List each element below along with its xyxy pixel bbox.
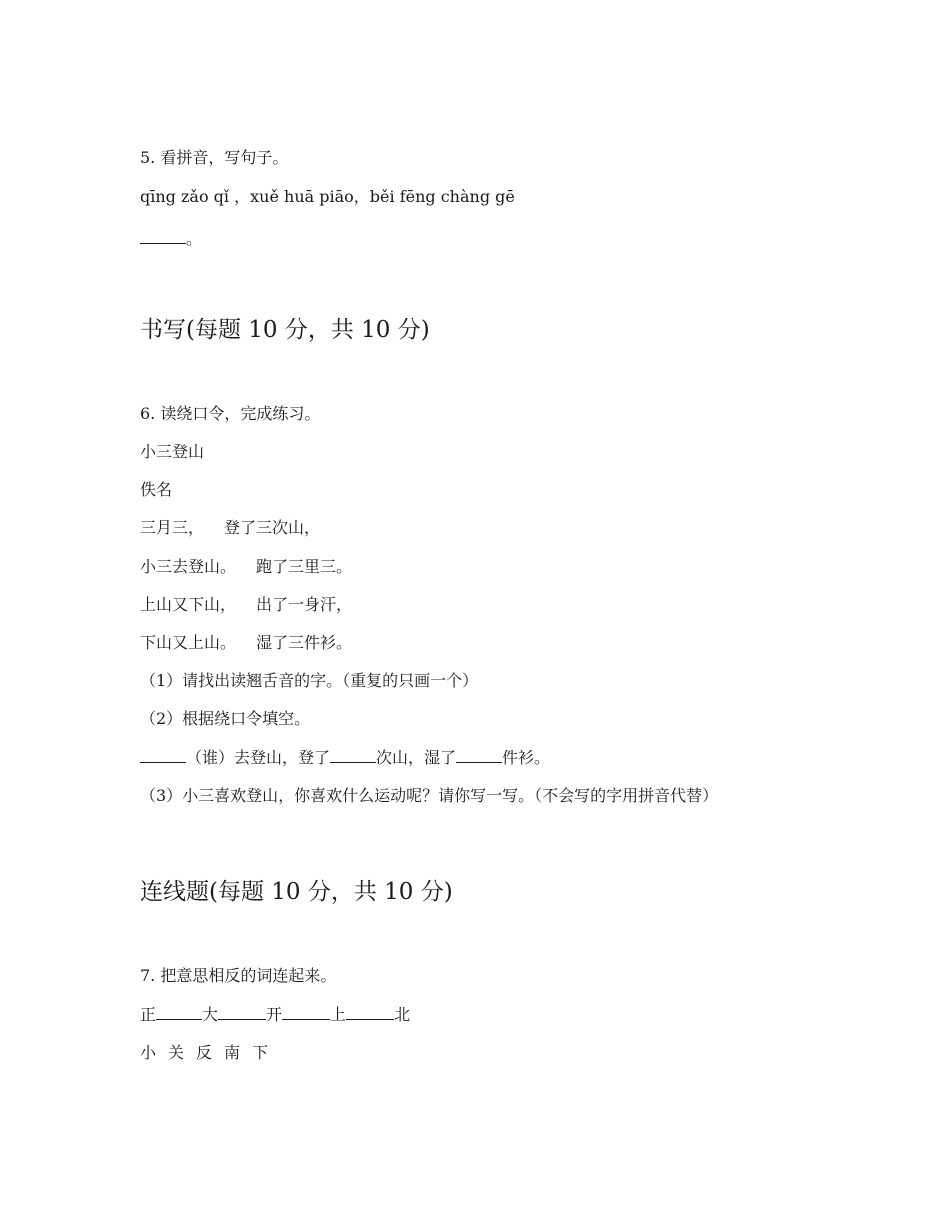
q7-connector-line	[282, 1005, 330, 1020]
q7-word[interactable]: 小	[140, 1043, 157, 1062]
q7-word[interactable]: 关	[168, 1043, 185, 1062]
q6-fill-line	[140, 748, 550, 768]
q6-sub-question-1: （1）请找出读翘舌音的字。（重复的只画一个）	[140, 671, 479, 690]
q6-poem-row	[140, 633, 352, 653]
q6-poem-row-right: 跑了三里三。	[256, 557, 353, 576]
q5-pinyin: qīng zǎo qǐ ，xuě huā piāo，běi fēng chàng gē	[140, 187, 515, 206]
q6-poem-row	[140, 595, 352, 615]
q6-poem-row-right: 登了三次山，	[224, 518, 321, 537]
q6-fill-part-2: 次山，湿了	[376, 748, 457, 767]
q5-answer-tail: 。	[186, 229, 203, 248]
q7-top-words	[140, 1005, 410, 1025]
q7-word[interactable]: 北	[394, 1005, 411, 1024]
q6-fill-blank-times[interactable]	[330, 748, 376, 763]
q6-fill-blank-who[interactable]	[140, 748, 186, 763]
q6-poem-row-left: 下山又上山。	[140, 633, 237, 652]
q7-word[interactable]: 大	[202, 1005, 219, 1024]
q7-bottom-words	[140, 1043, 268, 1063]
q7-connector-line	[218, 1005, 266, 1020]
q6-title: 6. 读绕口令，完成练习。	[140, 404, 321, 423]
q6-poem-row	[140, 557, 352, 577]
q6-sub-question-2: （2）根据绕口令填空。	[140, 709, 311, 728]
q6-poem-title: 小三登山	[140, 442, 205, 461]
q5-title: 5. 看拼音，写句子。	[140, 148, 289, 167]
q7-connector-line	[346, 1005, 394, 1020]
section-heading-matching: 连线题(每题 10 分，共 10 分)	[140, 879, 453, 905]
q6-sub-question-3: （3）小三喜欢登山，你喜欢什么运动呢？请你写一写。（不会写的字用拼音代替）	[140, 786, 719, 805]
q6-fill-part-3: 件衫。	[502, 748, 551, 767]
q7-word[interactable]: 反	[196, 1043, 213, 1062]
q7-title: 7. 把意思相反的词连起来。	[140, 966, 337, 985]
q6-poem-row	[140, 518, 320, 538]
q6-poem-row-right: 湿了三件衫。	[256, 633, 353, 652]
q7-word[interactable]: 开	[266, 1005, 283, 1024]
q7-word[interactable]: 下	[252, 1043, 269, 1062]
q6-poem-author: 佚名	[140, 480, 173, 499]
q6-poem-row-left: 小三去登山。	[140, 557, 237, 576]
q6-poem-row-left: 三月三，	[140, 518, 205, 537]
q7-word[interactable]: 正	[140, 1005, 157, 1024]
q7-connector-line	[156, 1005, 202, 1020]
q7-word[interactable]: 上	[330, 1005, 347, 1024]
q6-poem-row-right: 出了一身汗，	[256, 595, 353, 614]
q6-fill-blank-shirts[interactable]	[456, 748, 502, 763]
q7-word[interactable]: 南	[224, 1043, 241, 1062]
q5-answer-blank[interactable]	[140, 229, 186, 244]
q6-poem-row-left: 上山又下山，	[140, 595, 237, 614]
section-heading-writing: 书写(每题 10 分，共 10 分)	[140, 317, 430, 343]
q6-fill-part-1: （谁）去登山，登了	[186, 748, 331, 767]
q5-answer-line	[140, 229, 202, 249]
